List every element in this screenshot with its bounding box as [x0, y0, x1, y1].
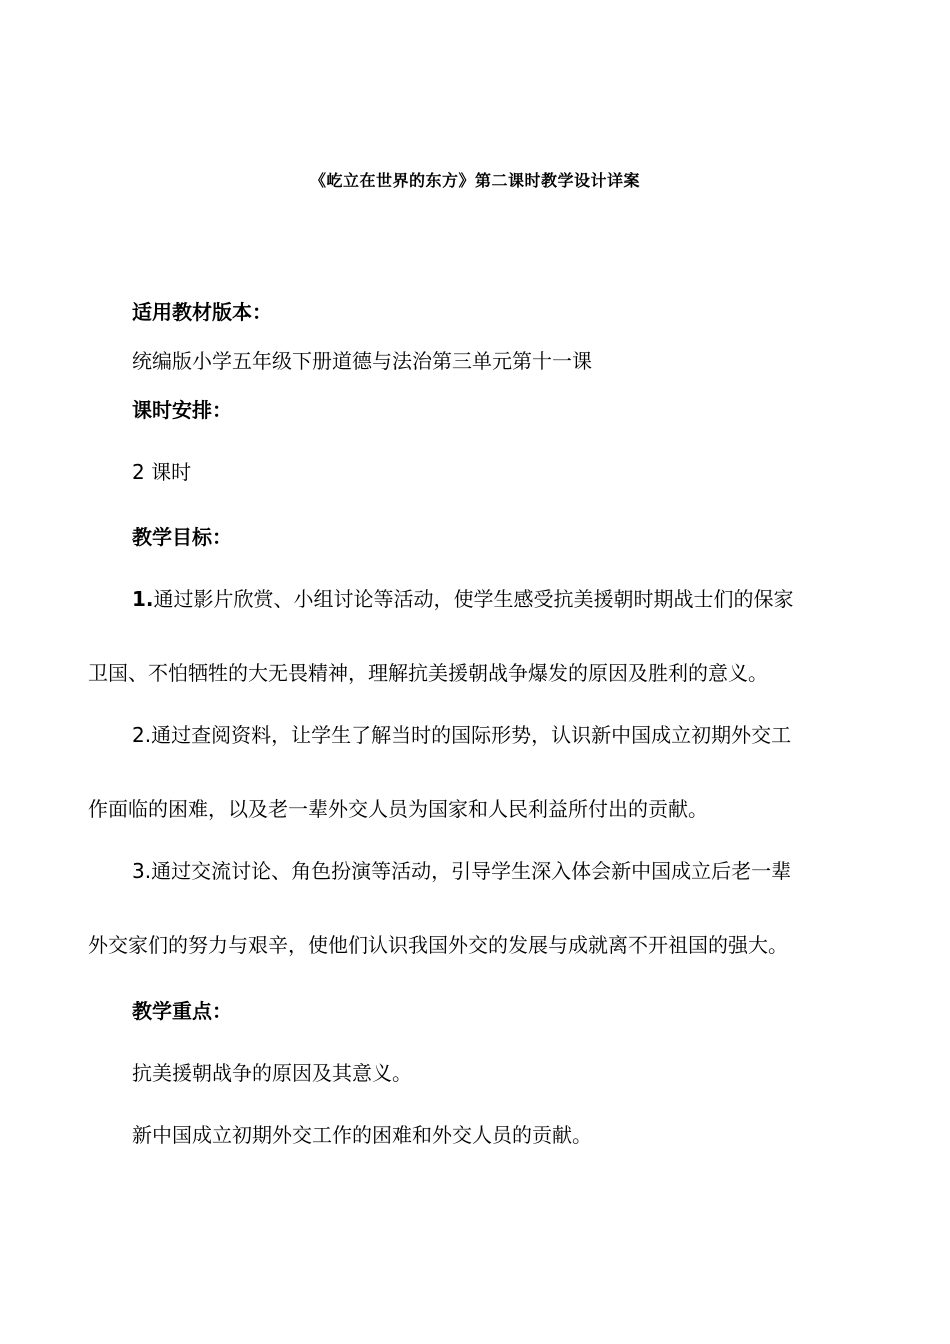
goal-2-line-1 [132, 720, 791, 750]
goal-1-line-1 [132, 584, 794, 614]
schedule-label: 课时安排： [132, 398, 232, 422]
goal-3-line-2: 外交家们的努力与艰辛，使他们认识我国外交的发展与成就离不开祖国的强大。 [88, 933, 788, 957]
goal-2-number: 2. [132, 723, 152, 747]
goal-2-line-2: 作面临的困难，以及老一辈外交人员为国家和人民利益所付出的贡献。 [88, 797, 708, 821]
goal-3-text: 通过交流讨论、角色扮演等活动，引导学生深入体会新中国成立后老一辈 [151, 859, 792, 883]
goal-1-text: 通过影片欣赏、小组讨论等活动，使学生感受抗美援朝时期战士们的保家 [153, 587, 794, 611]
key-points-label: 教学重点： [132, 999, 232, 1023]
goal-3-line-1 [132, 856, 791, 886]
goals-label: 教学目标： [132, 525, 232, 549]
goal-1-line-2: 卫国、不怕牺牲的大无畏精神，理解抗美援朝战争爆发的原因及胜利的意义。 [88, 661, 768, 685]
goal-2-text: 通过查阅资料，让学生了解当时的国际形势，认识新中国成立初期外交工 [151, 723, 792, 747]
key-point-2: 新中国成立初期外交工作的困难和外交人员的贡献。 [132, 1123, 592, 1147]
page-title: 《屹立在世界的东方》第二课时教学设计详案 [309, 171, 640, 190]
goal-1-number: 1. [132, 587, 154, 611]
key-point-1: 抗美援朝战争的原因及其意义。 [132, 1061, 412, 1085]
edition-value: 统编版小学五年级下册道德与法治第三单元第十一课 [132, 349, 592, 373]
schedule-value: 2 课时 [132, 460, 192, 484]
edition-label: 适用教材版本： [132, 300, 272, 324]
goal-3-number: 3. [132, 859, 152, 883]
